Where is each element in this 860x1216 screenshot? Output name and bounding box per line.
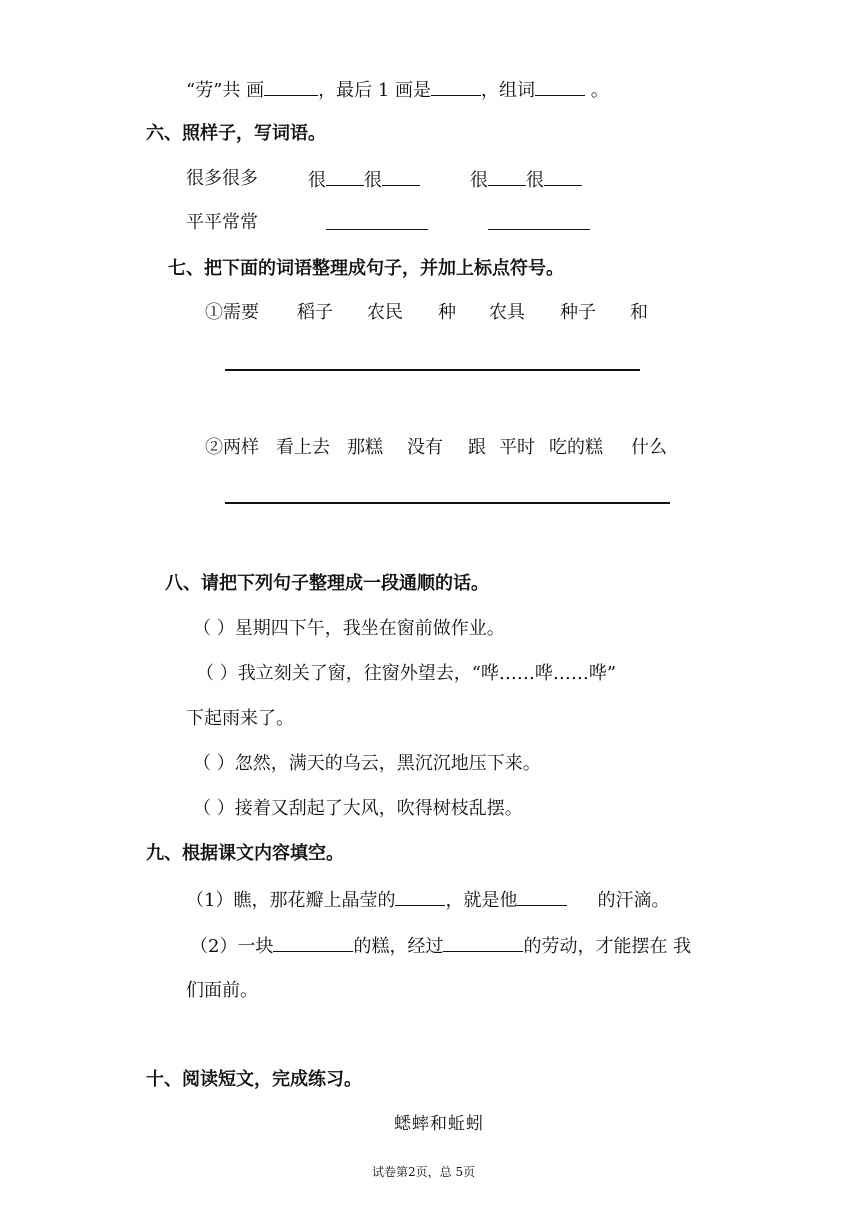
q9-blank-3[interactable]	[273, 933, 353, 952]
q8-heading: 八、请把下列句子整理成一段通顺的话。	[165, 573, 489, 594]
q9-l1-text-a: （1）瞧，那花瓣上晶莹的	[186, 890, 396, 911]
q8-item: （ ）接着又刮起了大风，吹得树枝乱摆。	[193, 798, 523, 819]
q9-blank-1[interactable]	[395, 887, 445, 906]
q9-line-1	[186, 887, 669, 913]
q7-answer-line-1[interactable]	[225, 369, 640, 371]
q8-item: （ ）我立刻关了窗，往窗外望去，“哗……哗……哗”	[196, 663, 617, 684]
q5-text-4: 。	[585, 80, 609, 101]
q10-heading: 十、阅读短文，完成练习。	[146, 1069, 362, 1090]
hen-char: 很	[364, 170, 382, 191]
q7-s1-word: 种	[438, 302, 456, 323]
q9-heading: 九、根据课文内容填空。	[146, 843, 344, 864]
q9-l2-text-c: 的劳动，才能摆在 我	[523, 936, 692, 957]
q7-s1-word: 农具	[489, 302, 525, 323]
q6-blank-2b[interactable]	[544, 167, 582, 186]
q5-blank-word[interactable]	[535, 77, 585, 96]
q7-heading: 七、把下面的词语整理成句子，并加上标点符号。	[168, 258, 564, 279]
q6-blank-2a[interactable]	[488, 167, 526, 186]
q5-blank-last-stroke[interactable]	[431, 77, 481, 96]
q7-answer-line-2[interactable]	[225, 502, 670, 504]
hen-char: 很	[526, 170, 544, 191]
hen-char: 很	[470, 170, 488, 191]
q7-s2-word: 那糕	[347, 437, 383, 458]
q7-s1-word: 种子	[560, 302, 596, 323]
q9-line-3: 们面前。	[186, 980, 258, 1001]
q9-l1-text-c: 的汗滴。	[597, 890, 670, 911]
q5-text-3: ，组词	[481, 80, 536, 101]
q9-blank-4[interactable]	[443, 933, 523, 952]
q5-fill-line	[186, 77, 609, 103]
q7-s2-word: ②两样	[205, 437, 259, 458]
q7-s1-word: 农民	[367, 302, 403, 323]
q7-s2-word: 跟	[468, 437, 486, 458]
hen-char: 很	[308, 170, 326, 191]
q8-item-continuation: 下起雨来了。	[186, 708, 294, 729]
q6-blank-row-2b[interactable]	[488, 211, 590, 237]
q9-l2-text-b: 的糕，经过	[353, 936, 444, 957]
q6-example-1: 很多很多	[186, 168, 258, 189]
q6-blank-row-2a[interactable]	[326, 211, 428, 237]
q7-s2-word: 没有	[407, 437, 443, 458]
q9-blank-2[interactable]	[517, 887, 567, 906]
q8-item: （ ）星期四下午，我坐在窗前做作业。	[193, 618, 505, 639]
q7-s2-word: 看上去	[276, 437, 330, 458]
q6-blank-1b[interactable]	[382, 167, 420, 186]
q6-pattern-1	[308, 167, 420, 193]
q6-pattern-2	[470, 167, 582, 193]
q7-s1-word: 稻子	[297, 302, 333, 323]
q5-text-1: “劳”共 画	[186, 80, 265, 101]
q6-blank-1a[interactable]	[326, 167, 364, 186]
q9-l1-text-b: ，就是他	[445, 890, 518, 911]
q9-l2-text-a: （2）一块	[190, 936, 274, 957]
q7-s1-word: ①需要	[205, 302, 259, 323]
q7-s2-word: 什么	[631, 437, 667, 458]
q7-s2-word: 吃的糕	[549, 437, 603, 458]
q5-blank-strokes[interactable]	[264, 77, 318, 96]
q9-line-2	[190, 933, 691, 959]
page-footer: 试卷第2页，总 5页	[372, 1165, 476, 1179]
q6-example-2: 平平常常	[186, 212, 258, 233]
passage-title: 蟋蟀和蚯蚓	[394, 1114, 484, 1134]
q7-s2-word: 平时	[499, 437, 535, 458]
q7-s1-word: 和	[630, 302, 648, 323]
q6-heading: 六、照样子，写词语。	[146, 123, 326, 144]
q5-text-2: ，最后 1 画是	[318, 80, 432, 101]
q8-item: （ ）忽然，满天的乌云，黑沉沉地压下来。	[193, 753, 541, 774]
